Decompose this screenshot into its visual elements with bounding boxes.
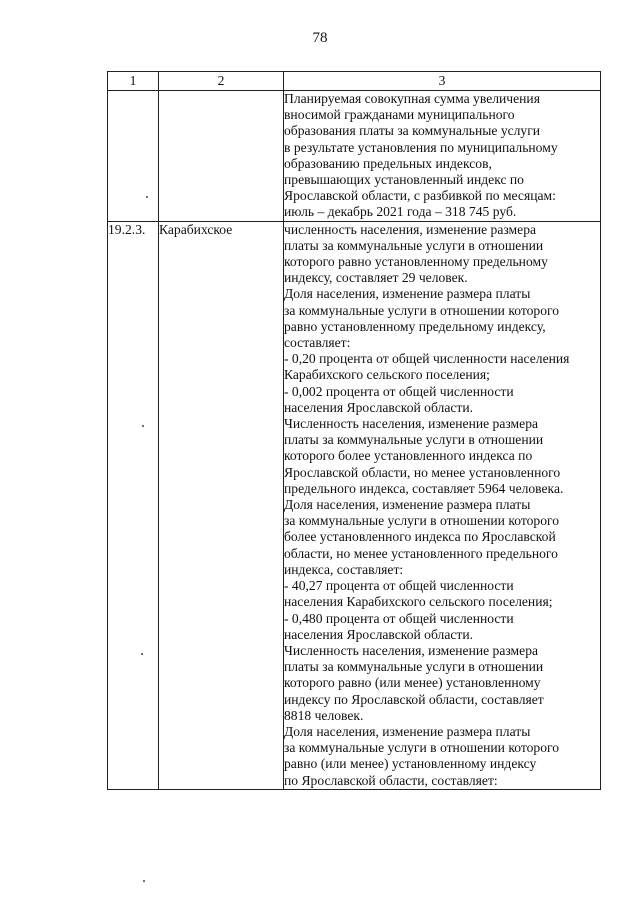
page-number: 78 bbox=[312, 30, 328, 46]
text-line: - 0,20 процента от общей численности населения bbox=[284, 351, 570, 367]
text-line: за коммунальные услуги в отношении которого bbox=[284, 513, 560, 529]
column-header-1: 1 bbox=[108, 72, 159, 91]
text-line: индексу по Ярославской области, составляет bbox=[284, 691, 544, 707]
text-line: платы за коммунальные услуги в отношении bbox=[284, 432, 544, 448]
settlement-name-cell: Карабихское bbox=[159, 221, 284, 789]
text-line: индекса, составляет: bbox=[284, 561, 404, 577]
text-line: образования платы за коммунальные услуги bbox=[284, 123, 541, 139]
text-line: составляет: bbox=[284, 335, 351, 351]
text-line: Доля населения, изменение размера платы bbox=[284, 723, 531, 739]
text-line: населения Карабихского сельского поселения; bbox=[284, 594, 553, 610]
description-cell bbox=[284, 221, 601, 789]
scan-speck bbox=[142, 425, 144, 427]
text-line: превышающих установленный индекс по bbox=[284, 172, 524, 188]
text-line: по Ярославской области, составляет: bbox=[284, 772, 498, 788]
text-line: Планируемая совокупная сумма увеличения bbox=[284, 91, 540, 106]
settlement-name-cell bbox=[159, 91, 284, 222]
text-line: населения Ярославской области. bbox=[284, 399, 474, 415]
text-line: платы за коммунальные услуги в отношении bbox=[284, 237, 544, 253]
text-line: равно (или менее) установленному индексу bbox=[284, 756, 537, 772]
scan-speck bbox=[143, 880, 145, 882]
regulation-table bbox=[107, 71, 601, 790]
text-line: населения Ярославской области. bbox=[284, 626, 474, 642]
table-row bbox=[108, 91, 601, 222]
text-line: в результате установления по муниципальному bbox=[284, 139, 558, 155]
text-line: области, но менее установленного предельного bbox=[284, 545, 558, 561]
column-header-2: 2 bbox=[159, 72, 284, 91]
text-line: индексу, составляет 29 человек. bbox=[284, 270, 468, 286]
text-line: Доля населения, изменение размера платы bbox=[284, 286, 531, 302]
text-line: 8818 человек. bbox=[284, 707, 364, 723]
text-line: равно установленному предельному индексу, bbox=[284, 318, 546, 334]
table-header-row bbox=[108, 72, 601, 91]
text-line: за коммунальные услуги в отношении которого bbox=[284, 302, 560, 318]
text-line: образованию предельных индексов, bbox=[284, 155, 492, 171]
text-line: вносимой гражданами муниципального bbox=[284, 107, 515, 123]
scan-speck bbox=[146, 196, 148, 198]
text-line: июль – декабрь 2021 года – 318 745 руб. bbox=[284, 204, 517, 220]
text-line: предельного индекса, составляет 5964 человека. bbox=[284, 480, 564, 496]
text-line: Численность населения, изменение размера bbox=[284, 642, 539, 658]
row-number-cell: 19.2.3. bbox=[108, 221, 159, 789]
scan-speck bbox=[141, 653, 143, 655]
text-line: Карабихского сельского поселения; bbox=[284, 367, 490, 383]
text-line: - 0,002 процента от общей численности bbox=[284, 383, 514, 399]
column-header-3: 3 bbox=[284, 72, 601, 91]
text-line: Численность населения, изменение размера bbox=[284, 416, 539, 432]
text-line: Ярославской области, с разбивкой по месяцам: bbox=[284, 188, 556, 204]
text-line: численность населения, изменение размера bbox=[284, 221, 537, 237]
text-line: которого равно (или менее) установленному bbox=[284, 675, 541, 691]
text-line: которого более установленного индекса по bbox=[284, 448, 533, 464]
description-cell bbox=[284, 91, 601, 222]
text-line: Доля населения, изменение размера платы bbox=[284, 497, 531, 513]
text-line: платы за коммунальные услуги в отношении bbox=[284, 659, 544, 675]
text-line: - 0,480 процента от общей численности bbox=[284, 610, 514, 626]
text-line: за коммунальные услуги в отношении которого bbox=[284, 740, 560, 756]
text-line: которого равно установленному предельному bbox=[284, 254, 548, 270]
table-row bbox=[108, 221, 601, 789]
text-line: более установленного индекса по Ярославской bbox=[284, 529, 556, 545]
row-number-cell bbox=[108, 91, 159, 222]
text-line: - 40,27 процента от общей численности bbox=[284, 578, 514, 594]
text-line: Ярославской области, но менее установленного bbox=[284, 464, 561, 480]
